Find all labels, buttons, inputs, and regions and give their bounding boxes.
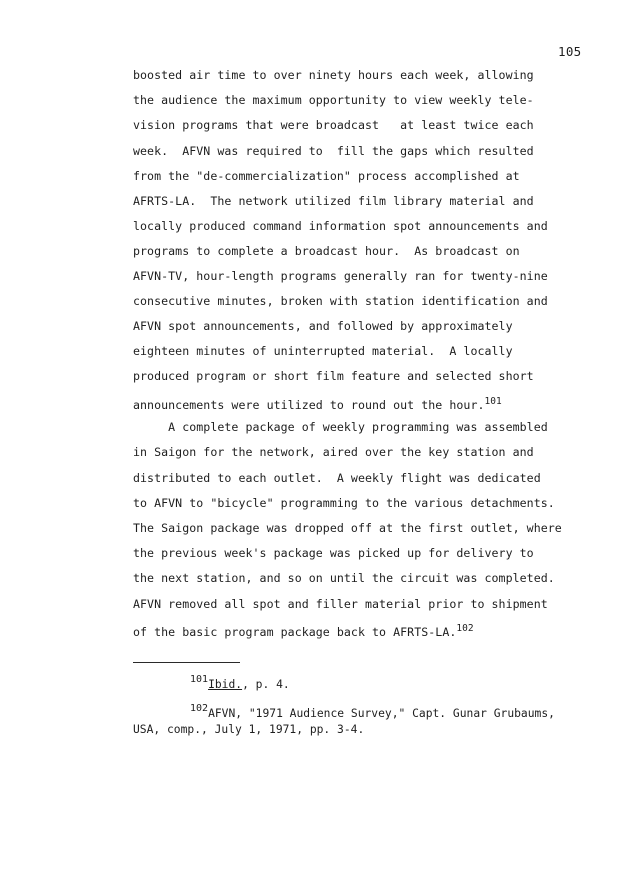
text-line: the previous week's package was picked up for delivery to xyxy=(133,546,534,560)
footnote-divider xyxy=(133,662,240,663)
text-line: produced program or short film feature and selected short xyxy=(133,369,534,383)
footnote-line: USA, comp., July 1, 1971, pp. 3-4. xyxy=(133,723,365,736)
text-line: from the "de-commercialization" process accomplished at xyxy=(133,169,520,183)
footnote-number: 101 xyxy=(190,674,209,685)
text-line: week. AFVN was required to fill the gaps which resulted xyxy=(133,144,534,158)
text-line-last xyxy=(133,624,474,639)
text-line: A complete package of weekly programming was assembled xyxy=(133,420,548,434)
text-line-content: announcements were utilized to round out the hour. xyxy=(133,398,485,412)
text-line-last xyxy=(133,397,502,412)
footnote-number: 102 xyxy=(190,703,209,714)
text-line: the next station, and so on until the circuit was completed. xyxy=(133,571,555,585)
text-line: to AFVN to "bicycle" programming to the various detachments. xyxy=(133,496,555,510)
footnote-ref-101: 101 xyxy=(484,396,502,407)
text-line: in Saigon for the network, aired over the key station and xyxy=(133,445,534,459)
text-line: AFVN removed all spot and filler material prior to shipment xyxy=(133,597,548,611)
text-line: AFVN-TV, hour-length programs generally ran for twenty-nine xyxy=(133,269,548,283)
footnote-line xyxy=(190,675,290,690)
footnote-citation: AFVN, "1971 Audience Survey," Capt. Gunar Grubaums, xyxy=(208,707,555,720)
text-line-content: of the basic program package back to AFRTS-LA. xyxy=(133,625,457,639)
text-line: consecutive minutes, broken with station identification and xyxy=(133,294,548,308)
text-line: distributed to each outlet. A weekly flight was dedicated xyxy=(133,471,541,485)
text-line: locally produced command information spot announcements and xyxy=(133,219,548,233)
text-line: boosted air time to over ninety hours each week, allowing xyxy=(133,68,534,82)
footnote-ref-102: 102 xyxy=(456,623,474,634)
text-line: vision programs that were broadcast at least twice each xyxy=(133,118,534,132)
page-number: 105 xyxy=(558,44,582,59)
text-line: AFRTS-LA. The network utilized film library material and xyxy=(133,194,534,208)
text-line: eighteen minutes of uninterrupted material. A locally xyxy=(133,344,513,358)
text-line: AFVN spot announcements, and followed by approximately xyxy=(133,319,513,333)
text-line: the audience the maximum opportunity to view weekly tele- xyxy=(133,93,534,107)
footnote-ibid: Ibid. xyxy=(208,678,243,691)
footnote-page: , p. 4. xyxy=(242,678,290,691)
text-line: The Saigon package was dropped off at the first outlet, where xyxy=(133,521,562,535)
footnote-line xyxy=(190,704,555,719)
text-line: programs to complete a broadcast hour. As broadcast on xyxy=(133,244,520,258)
